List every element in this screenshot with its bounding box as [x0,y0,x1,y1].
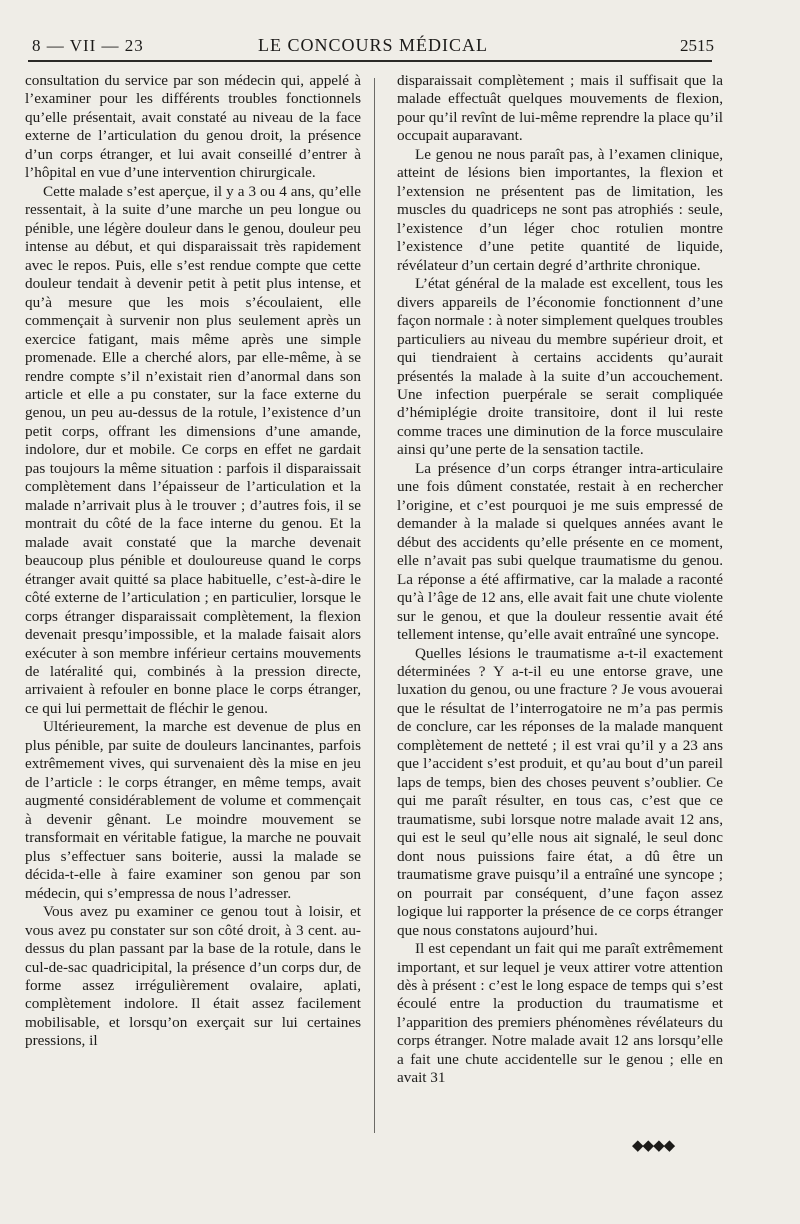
paragraph: Il est cependant un fait qui me paraît extrêmement important, et sur lequel je veux attirer votre attention dès à présent : c’est le long espace de temps qui s’est écoulé entre la production du traumatisme et l’apparition des premiers phénomènes révélateurs du corps étranger. Notre malade avait 12 ans lorsqu’elle a fait une chute accidentelle sur le genou ; elle en avait 31 [397,940,723,1087]
paragraph: consultation du service par son médecin qui, appelé à l’examiner pour les différents troubles fonctionnels qu’elle présentait, avait constaté au niveau de la face externe de l’articulation du genou droit, la présence d’un corps étranger, et lui avait conseillé d’entrer à l’hôpital en vue d’une intervention chirurgicale. [25,72,361,182]
journal-title: LE CONCOURS MÉDICAL [258,35,489,55]
paragraph: Ultérieurement, la marche est devenue de plus en plus pénible, par suite de douleurs lancinantes, parfois extrêmement vives, qui survenaient dès la mise en jeu de l’article : le corps étranger, en même temps, avait augmenté considérablement de volume et commençait à devenir gênant. Le moindre mouvement se transformait en véritable fatigue, la marche ne pouvait plus s’effectuer sans boiterie, aussi la malade se décida-t-elle à faire examiner son genou par son médecin, qui s’empressa de nous l’adresser. [25,718,361,902]
paragraph: Quelles lésions le traumatisme a-t-il exactement déterminées ? Y a-t-il eu une entorse grave, une luxation du genou, ou une fracture ? Je vous avouerai que le résultat de l’interrogatoire ne m’a pas permis de conclure, car les réponses de la malade manquent complètement de netteté ; il est vrai qu’il y a 23 ans que l’accident s’est produit, et qu’au bout d’un pareil laps de temps, bien des choses peuvent s’oublier. Ce qui me paraît résulter, en tous cas, c’est que ce traumatisme, subi lorsque notre malade avait 12 ans, qui est le seul qu’elle nous ait signalé, le seul donc dont nous puissions faire état, a dû être un traumatisme grave puisqu’il a entraîné une syncope ; on pourrait par conséquent, d’une façon assez logique lui rapporter la présence de ce corps étranger que nous constatons aujourd’hui. [397,644,723,939]
running-header [28,34,712,62]
paragraph: Cette malade s’est aperçue, il y a 3 ou 4 ans, qu’elle ressentait, à la suite d’une marche un peu longue ou pénible, une légère douleur dans le genou, douleur peu intense au début, et qui disparaissait très rapidement avec le repos. Puis, elle s’est rendue compte que cette douleur tendait à devenir petit à petit plus intense, et qu’à mesure que les mois s’écoulaient, elle commençait à survenir non plus seulement après un exercice fatigant, mais même après une simple promenade. Elle a cherché alors, par elle-même, à se rendre compte s’il n’existait rien d’anormal dans son article et elle a pu constater, sur la face externe du genou, un peu au-dessus de la rotule, l’existence d’un petit corps, offrant les dimensions d’une amande, indolore, dur et mobile. Ce corps en effet ne gardait pas toujours la même situation : parfois il disparaissait complètement dans l’épaisseur de l’articulation et la malade n’arrivait plus à le trouver ; d’autres fois, il se montrait du côté de la face interne du genou. Et la malade avait constaté que la marche devenait beaucoup plus pénible et douloureuse quand le corps étranger avait quitté sa place habituelle, c’est-à-dire le côté externe de l’articulation ; en particulier, lorsque le corps étranger disparaissait complètement, la flexion devenait presqu’impossible, et la malade faisait alors exécuter à son membre inférieur certains mouvements de latéralité qui, combinés à la pression directe, arrivaient à refouler en bonne place le corps étranger, ce qui lui permettait de fléchir le genou. [25,182,361,717]
right-column [397,72,723,1088]
paragraph: disparaissait complètement ; mais il suffisait que la malade effectuât quelques mouvements de flexion, pour qu’il revînt de lui-même reprendre la place qu’il occupait auparavant. [397,72,723,145]
page-number: 2515 [680,36,714,55]
issue-date: 8 — VII — 23 [32,36,144,55]
paragraph: Vous avez pu examiner ce genou tout à loisir, et vous avez pu constater sur son côté droit, à 3 cent. au-dessus du plan passant par la base de la rotule, dans le cul-de-sac quadricipital, la présence d’un corps dur, de forme assez irrégulièrement ovalaire, aplati, complètement indolore. Il était assez facilement mobilisable, et lorsqu’on exerçait sur lui certaines pressions, il [25,903,361,1050]
paragraph: La présence d’un corps étranger intra-articulaire une fois dûment constatée, restait à en rechercher l’origine, et c’est pourquoi je me suis empressé de demander à la malade si quelques années avant le début des accidents qu’elle présente en ce moment, elle n’avait pas subi quelque traumatisme du genou. La réponse a été affirmative, car la malade a raconté qu’à l’âge de 12 ans, elle avait fait une chute violente sur le genou, et que la douleur ressentie avait été tellement intense, qu’elle avait entraîné une syncope. [397,459,723,644]
left-column [25,72,361,1051]
diamond-ornament-icon: ◆◆◆◆ [632,1136,675,1154]
paragraph: L’état général de la malade est excellent, tous les divers appareils de l’économie fonctionnent d’une façon normale : à noter simplement quelques troubles particuliers au niveau du membre supérieur droit, et qui tiendraient à certains accidents qu’aurait présentés la malade à la suite d’un accouchement. Une infection puerpérale se serait compliquée d’hémiplégie droite transitoire, dont il lui reste comme traces une diminution de la force musculaire ainsi qu’une perte de la sensation tactile. [397,275,724,459]
paragraph: Le genou ne nous paraît pas, à l’examen clinique, atteint de lésions bien importantes, la flexion et l’extension ne présentent pas de limitation, les muscles du quadriceps ne sont pas atrophiés : seule, l’existence d’un léger choc rotulien montre l’existence d’une petite quantité de liquide, révélateur d’un certain degré d’arthrite chronique. [397,145,723,274]
column-divider [374,78,375,1133]
